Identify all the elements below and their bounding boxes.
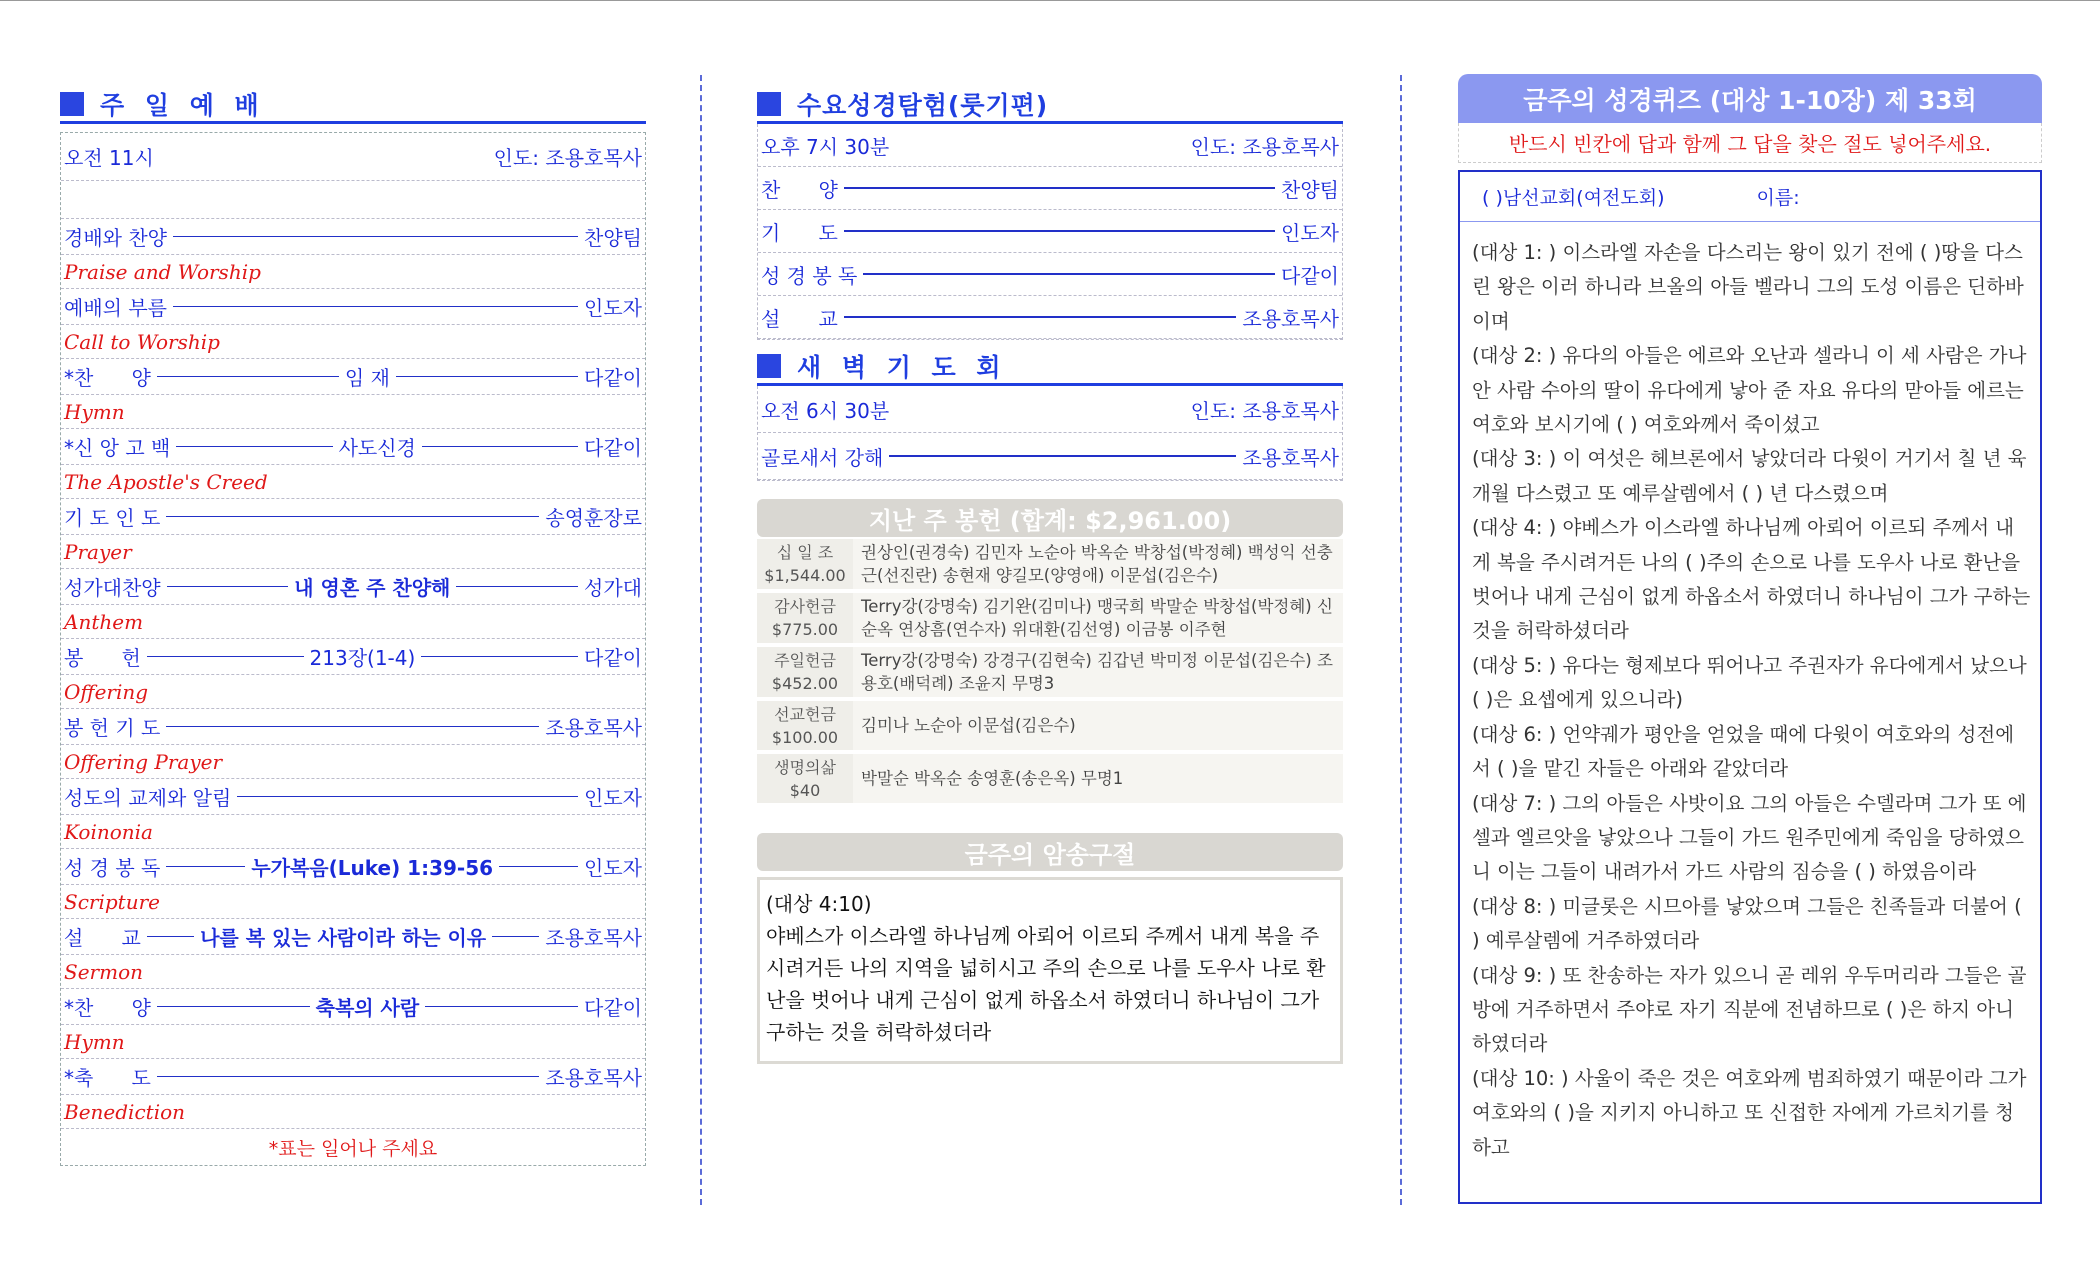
offering-amount: $1,544.00: [764, 566, 846, 585]
standing-note: [61, 1129, 645, 1165]
order-english-row: [61, 395, 645, 429]
offering-amount: $452.00: [771, 674, 839, 693]
order-english: Benediction: [64, 1099, 186, 1124]
order-label: 성 경 봉 독: [64, 856, 161, 880]
offering-category: [757, 539, 853, 589]
column-divider-left: [700, 75, 702, 1205]
offering-names: [853, 647, 1343, 697]
quiz-question: (대상 5: ) 유다는 형제보다 뛰어나고 주권자가 유다에게서 났으나 ( )은 요셉에게 있으니라): [1472, 653, 2027, 712]
leader-line: [499, 866, 578, 868]
quiz-question: (대상 9: ) 또 찬송하는 자가 있으니 곧 레위 우두머리라 그들은 골방에 거주하면서 주야로 자기 직분에 전념하므로 ( )은 하지 아니하였더라: [1472, 963, 2027, 1056]
leader-line: [422, 446, 578, 448]
quiz-question: (대상 2: ) 유다의 아들은 에르와 오난과 셀라니 이 세 사람은 가나안 사람 수아의 딸이 유다에게 낳아 준 자요 유다의 맏아들 에르는 여호와 보시기에 ( ) 여호와께서 죽이셨고: [1472, 344, 2027, 437]
memory-reference: (대상 4:10): [766, 892, 872, 916]
leader-line: [167, 586, 289, 588]
quiz-question: (대상 6: ) 언약궤가 평안을 얻었을 때에 다윗이 여호와의 성전에서 ( )을 맡긴 자들은 아래와 같았더라: [1472, 722, 2015, 781]
order-content: 누가복음(Luke) 1:39-56: [251, 856, 494, 880]
order-leader: 조용호목사: [545, 1066, 642, 1090]
order-row: [61, 1059, 645, 1095]
order-leader: 다같이: [584, 996, 642, 1020]
order-content: 임 재: [344, 366, 390, 390]
dawn-leader: 인도: 조용호목사: [1190, 398, 1339, 423]
order-leader: 다같이: [584, 366, 643, 390]
leader-line: [492, 936, 539, 938]
order-label: *찬 양: [64, 366, 151, 390]
sunday-items: [61, 219, 645, 1129]
offering-table: [757, 539, 1343, 807]
offering-category-name: 선교헌금: [774, 704, 836, 724]
sunday-worship-section: [60, 86, 646, 1166]
order-english-row: [61, 745, 645, 779]
leader-line: [147, 656, 304, 658]
order-english-row: [61, 605, 645, 639]
order-english: Call to Worship: [64, 329, 220, 354]
wednesday-leader: 인도: 조용호목사: [1190, 134, 1339, 159]
quiz-heading: [1458, 74, 2042, 123]
order-label: 성 경 봉 독: [761, 263, 858, 288]
offering-row: [757, 647, 1343, 701]
order-leader: 조용호목사: [545, 716, 642, 740]
order-leader: 찬양팀: [584, 226, 642, 250]
memory-heading: [757, 833, 1343, 871]
order-row: [61, 499, 645, 535]
order-english: Hymn: [64, 1029, 125, 1054]
order-english-row: [61, 465, 645, 499]
dawn-lecture-row: [758, 433, 1342, 480]
middle-column: [757, 86, 1343, 1064]
wednesday-heading: [757, 86, 1343, 124]
offering-category-name: 감사헌금: [774, 597, 836, 616]
order-english: Sermon: [64, 959, 143, 984]
offering-amount: $40: [789, 780, 821, 800]
offering-heading: [757, 499, 1343, 537]
wednesday-box: [757, 124, 1343, 340]
order-english-row: [61, 535, 645, 569]
wednesday-row: [758, 210, 1342, 253]
order-label: 성가대찬양: [64, 576, 161, 600]
offering-names: [853, 593, 1343, 643]
leader-line: [166, 866, 245, 868]
order-row: [61, 289, 645, 325]
sunday-leader: 인도: 조용호목사: [493, 146, 642, 170]
quiz-name-field: 이름:: [1756, 187, 1800, 209]
order-english-row: [61, 675, 645, 709]
offering-names: [853, 701, 1343, 750]
quiz-question: (대상 1: ) 이스라엘 자손을 다스리는 왕이 있기 전에 ( )땅을 다스린 왕은 이러 하니라 브올의 아들 벨라니 그의 도성 이름은 딘하바이며: [1472, 241, 2024, 333]
sunday-time: 오전 11시: [64, 146, 154, 170]
order-row: [61, 849, 645, 885]
offering-amount: $100.00: [771, 727, 839, 747]
offering-title: 지난 주 봉헌 (합계: $2,961.00): [868, 506, 1232, 535]
order-label: 기 도 인 도: [64, 506, 161, 530]
offering-row: [757, 593, 1343, 647]
order-row: [61, 919, 645, 955]
square-bullet-icon: [757, 354, 781, 378]
order-row: [61, 779, 645, 815]
quiz-question: (대상 10: ) 사울이 죽은 것은 여호와께 범죄하였기 때문이라 그가 여호와의 ( )을 지키지 아니하고 또 신접한 자에게 가르치기를 청하고: [1472, 1066, 2027, 1159]
leader-line: [157, 376, 339, 378]
order-english-row: [61, 1095, 645, 1129]
order-row: [61, 639, 645, 675]
order-label: 예배의 부름: [64, 296, 167, 320]
order-label: *찬 양: [64, 996, 151, 1020]
leader-line: [166, 516, 539, 518]
order-english: Hymn: [64, 399, 125, 424]
offering-names: [853, 754, 1343, 803]
offering-category: [757, 647, 853, 697]
dawn-lecture-leader: 조용호목사: [1242, 445, 1339, 470]
order-row: [61, 989, 645, 1025]
order-english: Scripture: [64, 889, 160, 914]
leader-line: [889, 455, 1236, 457]
order-label: 성도의 교제와 알림: [64, 786, 232, 810]
bible-quiz-section: [1458, 74, 2042, 1204]
wednesday-time: 오후 7시 30분: [761, 134, 890, 159]
leader-line: [425, 1006, 578, 1008]
leader-line: [176, 446, 332, 448]
square-bullet-icon: [60, 92, 84, 116]
order-label: *축 도: [64, 1066, 151, 1090]
memory-verse-text: 야베스가 이스라엘 하나님께 아뢰어 이르되 주께서 내게 복을 주시려거든 나의 지역을 넓히시고 주의 손으로 나를 도우사 나로 환난을 벗어나 내게 근심이 없게 하옵소서 하였더니 하나님이 그가 구하는 것을 허락하셨더라: [766, 924, 1326, 1044]
order-row: [61, 709, 645, 745]
wednesday-row: [758, 253, 1342, 296]
leader-line: [396, 376, 578, 378]
leader-line: [166, 726, 539, 728]
order-label: *신 앙 고 백: [64, 436, 171, 460]
leader-line: [844, 316, 1237, 318]
order-english: Koinonia: [64, 819, 153, 844]
column-divider-right: [1400, 75, 1402, 1205]
offering-category: [757, 701, 853, 750]
leader-line: [844, 230, 1275, 232]
leader-line: [863, 273, 1275, 275]
offering-names-text: Terry강(강명숙) 김기완(김미나) 맹국희 박말순 박창섭(박정혜) 신순옥 연상흠(연수자) 위대환(김선영) 이금봉 이주현: [861, 597, 1333, 639]
order-english: Praise and Worship: [64, 259, 261, 284]
sunday-title: 주 일 예 배: [100, 90, 265, 120]
order-label: 봉 헌 기 도: [64, 716, 161, 740]
leader-line: [237, 796, 578, 798]
quiz-question: (대상 8: ) 미글롯은 시므아를 낳았으며 그들은 친족들과 더불어 ( ) 예루살렘에 거주하였더라: [1472, 894, 2022, 953]
offering-names: [853, 539, 1343, 589]
sunday-order-box: [60, 132, 646, 1166]
wednesday-title: 수요성경탐험(룻기편): [797, 90, 1049, 120]
quiz-name-row: [1460, 172, 2040, 222]
offering-names-text: Terry강(강명숙) 강경구(김현숙) 김갑년 박미정 이문섭(김은수) 조용호(배덕례) 조윤지 무명3: [861, 651, 1333, 693]
leader-line: [844, 187, 1275, 189]
leader-line: [173, 306, 578, 308]
dawn-time: 오전 6시 30분: [761, 398, 890, 423]
order-leader: 다같이: [584, 436, 643, 460]
sunday-time-row: [61, 133, 645, 181]
dawn-heading: [757, 348, 1343, 386]
order-leader: 성가대: [584, 576, 642, 600]
order-label: 찬 양: [761, 177, 838, 202]
wednesday-time-row: [758, 124, 1342, 167]
order-leader: 다같이: [584, 646, 642, 670]
wednesday-items: [758, 167, 1342, 339]
offering-category-name: 주일헌금: [774, 651, 836, 670]
order-english-row: [61, 885, 645, 919]
order-leader: 다같이: [1281, 263, 1339, 288]
dawn-lecture: 골로새서 강해: [761, 445, 884, 470]
quiz-instruction-text: 반드시 빈칸에 답과 함께 그 답을 찾은 절도 넣어주세요.: [1508, 132, 1992, 156]
order-label: 봉 헌: [64, 646, 141, 670]
offering-names-text: 박말순 박옥순 송영훈(송은옥) 무명1: [861, 769, 1124, 788]
leader-line: [173, 236, 578, 238]
square-bullet-icon: [757, 92, 781, 116]
order-english-row: [61, 815, 645, 849]
order-leader: 송영훈장로: [545, 506, 642, 530]
quiz-questions: [1460, 222, 2040, 1165]
order-english: Anthem: [64, 609, 144, 634]
quiz-question: (대상 4: ) 야베스가 이스라엘 하나님께 아뢰어 이르되 주께서 내게 복을 주시려거든 나의 ( )주의 손으로 나를 도우사 나로 환난을 벗어나 내게 근심이 없게 하옵소서 하였더니 하나님이 그가 구하는 것을 허락하셨더라: [1472, 516, 2031, 643]
offering-category-name: 십 일 조: [776, 543, 834, 562]
offering-row: [757, 754, 1343, 807]
order-content: 축복의 사람: [315, 996, 420, 1020]
blank-row: [61, 181, 645, 219]
order-content: 213장(1-4): [309, 646, 416, 670]
leader-line: [421, 656, 578, 658]
wednesday-row: [758, 167, 1342, 210]
order-row: [61, 359, 645, 395]
dawn-box: [757, 386, 1343, 481]
leader-line: [157, 1006, 310, 1008]
order-content: 사도신경: [338, 436, 416, 460]
offering-category: [757, 593, 853, 643]
offering-category-name: 생명의삶: [774, 757, 836, 777]
dawn-title: 새 벽 기 도 회: [797, 352, 1007, 382]
order-leader: 인도자: [584, 296, 642, 320]
top-border: [0, 0, 2100, 1]
order-english: Offering Prayer: [64, 749, 223, 774]
offering-row: [757, 701, 1343, 754]
quiz-question: (대상 3: ) 이 여섯은 헤브론에서 낳았더라 다윗이 거기서 칠 년 육 개월 다스렸고 또 예루살렘에서 ( ) 년 다스렸으며: [1472, 447, 2027, 505]
order-label: 설 교: [761, 306, 838, 331]
quiz-church-field: ( )남선교회(여전도회): [1482, 187, 1665, 209]
order-leader: 조용호목사: [545, 926, 643, 950]
offering-category: [757, 754, 853, 803]
order-label: 기 도: [761, 220, 838, 245]
memory-title: 금주의 암송구절: [964, 840, 1136, 869]
memory-verse-box: [757, 877, 1343, 1064]
offering-row: [757, 539, 1343, 593]
order-leader: 인도자: [584, 786, 642, 810]
quiz-question: (대상 7: ) 그의 아들은 사밧이요 그의 아들은 수델라며 그가 또 에셀과 엘르앗을 낳았으나 그들이 가드 원주민에게 죽임을 당하였으니 이는 그들이 내려가서 가드 사람의 짐승을 ( ) 하였음이라: [1472, 791, 2027, 884]
order-content: 내 영혼 주 찬양해: [294, 576, 451, 600]
wednesday-row: [758, 296, 1342, 339]
order-leader: 인도자: [1281, 220, 1339, 245]
order-row: [61, 569, 645, 605]
offering-amount: $775.00: [771, 620, 839, 639]
order-content: 나를 복 있는 사람이라 하는 이유: [200, 926, 487, 950]
order-english: The Apostle's Creed: [64, 469, 268, 494]
quiz-answer-box: [1458, 170, 2042, 1204]
order-leader: 조용호목사: [1242, 306, 1339, 331]
order-english-row: [61, 955, 645, 989]
order-english-row: [61, 255, 645, 289]
offering-names-text: 김미나 노순아 이문섭(김은수): [861, 716, 1076, 735]
quiz-title: 금주의 성경퀴즈 (대상 1-10장) 제 33회: [1523, 85, 1977, 115]
order-row: [61, 429, 645, 465]
order-english: Offering: [64, 679, 149, 704]
order-english-row: [61, 325, 645, 359]
order-english: Prayer: [64, 539, 132, 564]
order-english-row: [61, 1025, 645, 1059]
dawn-time-row: [758, 386, 1342, 433]
order-row: [61, 219, 645, 255]
quiz-instruction: [1458, 123, 2042, 163]
sunday-heading: [60, 86, 646, 124]
order-leader: 인도자: [584, 856, 643, 880]
order-leader: 찬양팀: [1281, 177, 1339, 202]
standing-note-text: *표는 일어나 주세요: [268, 1137, 438, 1160]
order-label: 설 교: [64, 926, 141, 950]
leader-line: [147, 936, 194, 938]
leader-line: [157, 1076, 540, 1078]
order-label: 경배와 찬양: [64, 226, 167, 250]
leader-line: [456, 586, 578, 588]
offering-names-text: 권상인(권경숙) 김민자 노순아 박옥순 박창섭(박정혜) 백성익 선충근(선진란) 송현재 양길모(양영애) 이문섭(김은수): [861, 543, 1333, 585]
